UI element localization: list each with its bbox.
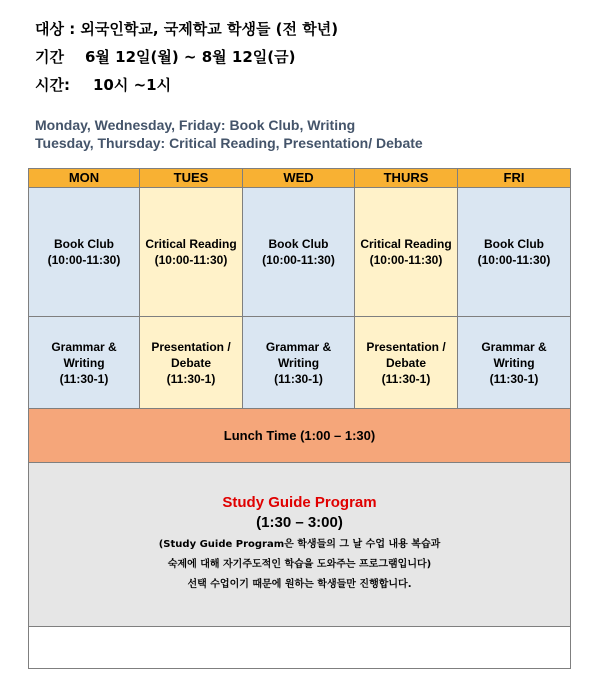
- mon-session-2: [28, 316, 140, 409]
- time-line: [35, 74, 171, 95]
- thurs-session-1: [354, 187, 458, 317]
- session-title-line-2: Writing: [493, 355, 535, 370]
- session-time: (10:00-11:30): [154, 253, 228, 267]
- session-time: (11:30-1): [59, 371, 109, 386]
- fri-session-1: [457, 187, 571, 317]
- empty-row: [28, 626, 571, 669]
- session-title: Book Club: [268, 237, 329, 251]
- session-title: Book Club: [484, 237, 544, 251]
- schedule-summary-line-1: Monday, Wednesday, Friday: Book Club, Writing: [35, 117, 356, 133]
- session-title: Critical Reading: [360, 237, 452, 251]
- session-title-line-2: Writing: [277, 355, 320, 370]
- tues-session-1: [139, 187, 243, 317]
- session-title: Critical Reading: [145, 237, 237, 251]
- lunch-time-row: Lunch Time (1:00 – 1:30): [28, 408, 571, 463]
- day-header-mon: MON: [28, 168, 140, 188]
- session-title-line-2: Debate: [385, 355, 426, 370]
- day-header-tues: TUES: [139, 168, 243, 188]
- session-time: (11:30-1): [381, 371, 431, 386]
- session-title-line-1: Presentation /: [151, 339, 231, 354]
- schedule-summary-line-2: Tuesday, Thursday: Critical Reading, Presentation/ Debate: [35, 135, 423, 151]
- mon-session-1: [28, 187, 140, 317]
- wed-session-1: [242, 187, 355, 317]
- target-text: 대상 : 외국인학교, 국제학교 학생들 (전 학년): [35, 20, 339, 38]
- day-header-thurs: THURS: [354, 168, 458, 188]
- time-label: 시간:: [35, 76, 70, 94]
- period-label: 기간: [35, 48, 64, 66]
- study-guide-row: [28, 462, 571, 627]
- session-title-line-1: Grammar &: [481, 339, 547, 354]
- session-title-line-2: Debate: [170, 355, 211, 370]
- session-title-line-1: Presentation /: [366, 339, 446, 354]
- session-time: (10:00-11:30): [262, 253, 335, 267]
- session-time: (11:30-1): [166, 371, 216, 386]
- session-title: Book Club: [54, 237, 114, 251]
- fri-session-2: [457, 316, 571, 409]
- time-value: 10시 ~1시: [93, 76, 172, 94]
- session-title-line-1: Grammar &: [51, 339, 117, 354]
- tues-session-2: [139, 316, 243, 409]
- day-header-wed: WED: [242, 168, 355, 188]
- target-line: [35, 18, 338, 39]
- study-guide-desc-line-1: (Study Guide Program은 학생들의 그 날 수업 내용 복습과: [158, 538, 441, 550]
- session-time: (10:00-11:30): [477, 253, 551, 267]
- period-value: 6월 12일(월) ~ 8월 12일(금): [85, 48, 296, 66]
- study-guide-description: [159, 535, 441, 595]
- session-time: (10:00-11:30): [369, 253, 443, 267]
- session-title-line-2: Writing: [63, 355, 105, 370]
- wed-session-2: [242, 316, 355, 409]
- session-title-line-1: Grammar &: [265, 339, 332, 354]
- study-guide-time: (1:30 – 3:00): [256, 513, 343, 531]
- session-time: (10:00-11:30): [47, 253, 121, 267]
- session-time: (11:30-1): [274, 371, 323, 386]
- thurs-session-2: [354, 316, 458, 409]
- study-guide-desc-line-3: 선택 수업이기 때문에 원하는 학생들만 진행합니다.: [187, 578, 412, 590]
- session-time: (11:30-1): [489, 371, 539, 386]
- study-guide-desc-line-2: 숙제에 대해 자기주도적인 학습을 도와주는 프로그램입니다): [167, 558, 432, 570]
- period-line: [35, 46, 295, 67]
- study-guide-title: Study Guide Program: [222, 493, 377, 511]
- day-header-fri: FRI: [457, 168, 571, 188]
